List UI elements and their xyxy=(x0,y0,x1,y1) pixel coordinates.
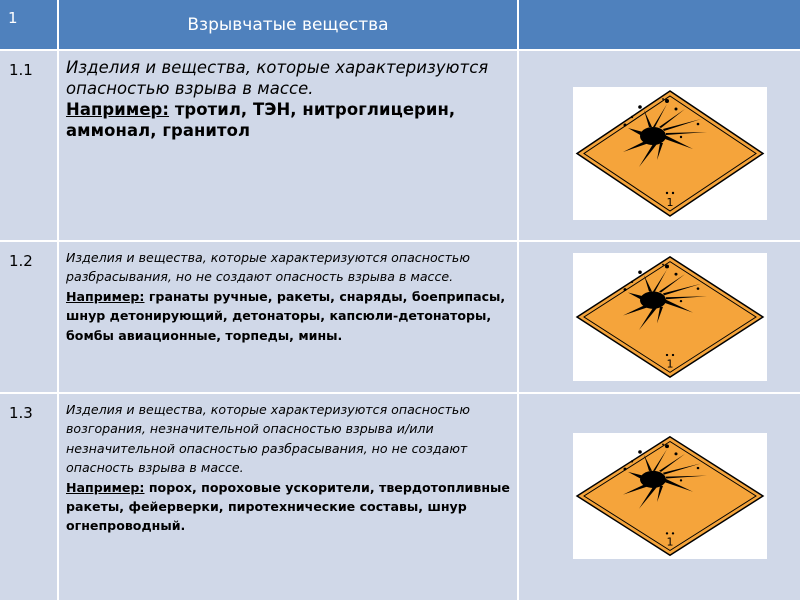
explosive-hazard-class-1-icon xyxy=(573,433,767,559)
row-description-text: Изделия и вещества, которые характеризуются опасностью разбрасывания, но не создают опасность взрыва в массе. xyxy=(66,250,470,285)
row-number-cell xyxy=(0,51,57,240)
header-number-cell xyxy=(0,0,57,49)
sign-class-label: 1 xyxy=(666,536,674,549)
header-sign-cell xyxy=(519,0,800,49)
row-description xyxy=(66,57,511,141)
example-label: Например: xyxy=(66,288,145,304)
row-description-cell xyxy=(59,242,517,392)
example-label: Например: xyxy=(66,100,170,119)
explosive-hazard-class-1-icon xyxy=(573,87,767,220)
row-number-cell xyxy=(0,394,57,600)
row-sign-cell xyxy=(519,242,800,392)
example-label: Например: xyxy=(66,479,145,495)
row-number-cell xyxy=(0,242,57,392)
example-text: тротил, ТЭН, нитроглицерин, аммонал, гранитол xyxy=(66,100,456,140)
row-sign-cell xyxy=(519,394,800,600)
row-description-text: Изделия и вещества, которые характеризуются опасностью взрыва в массе. xyxy=(66,58,489,98)
sign-class-label: 1 xyxy=(666,357,674,371)
row-description xyxy=(66,248,511,345)
header-title-cell xyxy=(59,0,517,49)
row-number: 1.2 xyxy=(9,252,33,270)
header-number: 1 xyxy=(8,9,18,27)
row-description-text: Изделия и вещества, которые характеризуются опасностью возгорания, незначительной опасностью взрыва и/или незначительной опасностью разбрасывания, но не создают опасность взрыва в массе. xyxy=(66,402,470,476)
explosive-hazard-class-1-icon xyxy=(573,253,767,381)
example-text: порох, пороховые ускорители, твердотопливные ракеты, фейерверки, пиротехнические составы, шнур огнепроводный. xyxy=(66,479,510,534)
row-description xyxy=(66,400,511,536)
row-description-cell xyxy=(59,394,517,600)
row-sign-cell xyxy=(519,51,800,240)
sign-class-label: 1 xyxy=(666,196,674,209)
table-title: Взрывчатые вещества xyxy=(187,14,389,35)
example-text: гранаты ручные, ракеты, снаряды, боеприпасы, шнур детонирующий, детонаторы, капсюли-детонаторы, бомбы авиационные, торпеды, мины. xyxy=(66,288,506,343)
row-number: 1.3 xyxy=(9,404,33,422)
row-description-cell xyxy=(59,51,517,240)
row-number: 1.1 xyxy=(9,61,33,79)
